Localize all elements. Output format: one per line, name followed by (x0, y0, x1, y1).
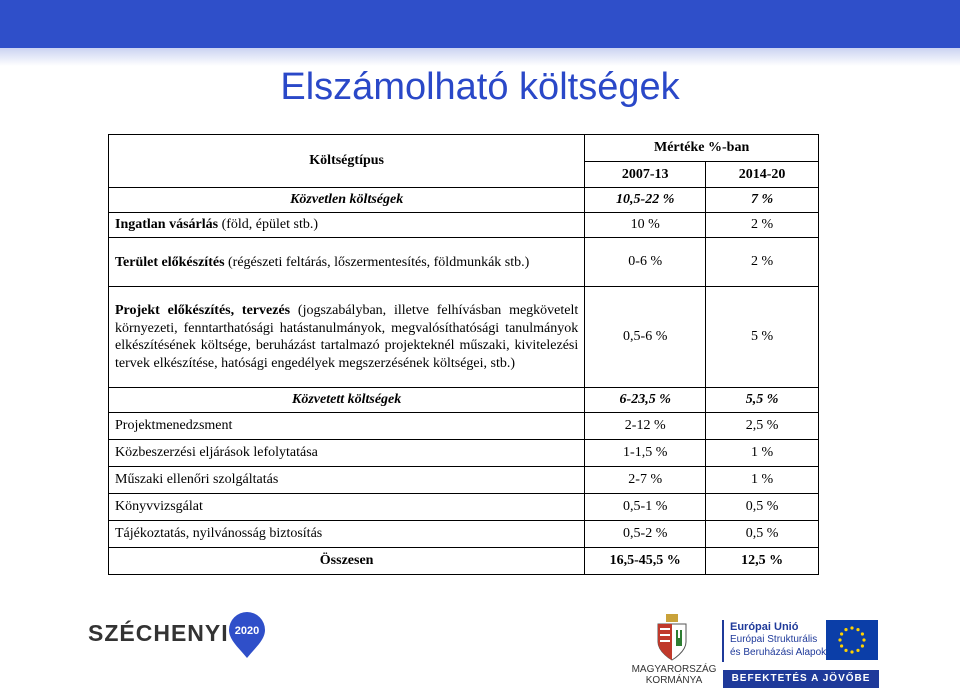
row-value-2007-13: 0,5-1 % (585, 494, 706, 521)
total-label: Összesen (109, 548, 585, 575)
row-label (109, 521, 585, 548)
row-label-bold: Terület előkészítés (115, 254, 225, 270)
row-label (109, 494, 585, 521)
row-value-2007-13: 2-12 % (585, 413, 706, 440)
row-label-rest: (jogszabályban, illetve felhívásban megkövetelt környezeti, fenntarthatósági hatástanulmányok, megvalósíthatósági tanulmányok elkészítésének költsége, beruházást tartalmazó projekteknél műszaki, kivitelezési tervek elkészítése, hatósági engedélyek megszerzésének költségei, stb.) (115, 303, 579, 371)
header-year-2007-13: 2007-13 (585, 162, 706, 188)
hungary-coat-of-arms-icon (652, 612, 692, 662)
total-v1: 16,5-45,5 % (585, 548, 706, 575)
row-label (109, 287, 585, 388)
row-value-2014-20: 0,5 % (706, 521, 819, 548)
eu-line2: Európai Strukturális (730, 634, 818, 645)
eu-title: Európai Unió (730, 621, 799, 633)
table-row (109, 413, 819, 440)
row-label-rest: Tájékoztatás, nyilvánosság biztosítás (115, 526, 323, 541)
row-label (109, 413, 585, 440)
row-value-2007-13: 0,5-6 % (585, 287, 706, 388)
header-gradient (0, 48, 960, 66)
section-direct-v1: 10,5-22 % (585, 188, 706, 213)
row-value-2007-13: 10 % (585, 213, 706, 238)
row-value-2014-20: 2 % (706, 238, 819, 287)
section-total (109, 548, 819, 575)
section-direct-v2: 7 % (706, 188, 819, 213)
szechenyi-2020-pin-icon (225, 612, 269, 660)
row-label-rest: Műszaki ellenőri szolgáltatás (115, 472, 279, 487)
row-label (109, 213, 585, 238)
section-indirect-v2: 5,5 % (706, 388, 819, 413)
row-value-2007-13: 1-1,5 % (585, 440, 706, 467)
row-value-2007-13: 0,5-2 % (585, 521, 706, 548)
row-value-2007-13: 2-7 % (585, 467, 706, 494)
table-row (109, 467, 819, 494)
header-cost-type: Költségtípus (109, 135, 585, 188)
mo-line1: MAGYARORSZÁG (631, 664, 717, 675)
row-label-rest: Közbeszerzési eljárások lefolytatása (115, 445, 318, 460)
szechenyi-year: 2020 (234, 625, 260, 637)
section-indirect-label: Közvetett költségek (109, 388, 585, 413)
row-value-2014-20: 1 % (706, 440, 819, 467)
slide-header-band (0, 0, 960, 130)
header-blue-bar (0, 0, 960, 48)
section-indirect-costs (109, 388, 819, 413)
invest-in-future-banner: BEFEKTETÉS A JÖVŐBE (723, 670, 879, 688)
row-value-2007-13: 0-6 % (585, 238, 706, 287)
row-value-2014-20: 2 % (706, 213, 819, 238)
row-value-2014-20: 1 % (706, 467, 819, 494)
row-label-rest: Projektmenedzsment (115, 418, 233, 433)
row-label (109, 238, 585, 287)
mo-line2: KORMÁNYA (645, 675, 703, 686)
section-direct-costs (109, 188, 819, 213)
table-row (109, 521, 819, 548)
table-row (109, 238, 819, 287)
row-value-2014-20: 5 % (706, 287, 819, 388)
hungary-government-text (628, 664, 720, 686)
eu-divider (722, 620, 724, 662)
section-indirect-v1: 6-23,5 % (585, 388, 706, 413)
total-v2: 12,5 % (706, 548, 819, 575)
eligible-costs-table (108, 134, 819, 575)
table-header-row (109, 135, 819, 162)
table-row (109, 494, 819, 521)
eu-flag-icon (826, 620, 878, 660)
szechenyi-logo-text: SZÉCHENYI (88, 620, 229, 646)
row-label-rest: Könyvvizsgálat (115, 499, 203, 514)
row-label-rest: (régészeti feltárás, lőszermentesítés, földmunkák stb.) (224, 254, 530, 270)
row-label-bold: Projekt előkészítés, tervezés (115, 303, 291, 318)
table-row (109, 213, 819, 238)
eu-line3: és Beruházási Alapok (730, 647, 827, 658)
section-direct-label: Közvetlen költségek (109, 188, 585, 213)
row-label-rest: (föld, épület stb.) (218, 217, 318, 232)
row-value-2014-20: 0,5 % (706, 494, 819, 521)
row-label (109, 440, 585, 467)
header-rate: Mértéke %-ban (585, 135, 819, 162)
table-row (109, 440, 819, 467)
row-value-2014-20: 2,5 % (706, 413, 819, 440)
row-label (109, 467, 585, 494)
row-label-bold: Ingatlan vásárlás (115, 217, 219, 232)
slide-title: Elszámolható költségek (280, 66, 680, 108)
table-row (109, 287, 819, 388)
header-year-2014-20: 2014-20 (706, 162, 819, 188)
